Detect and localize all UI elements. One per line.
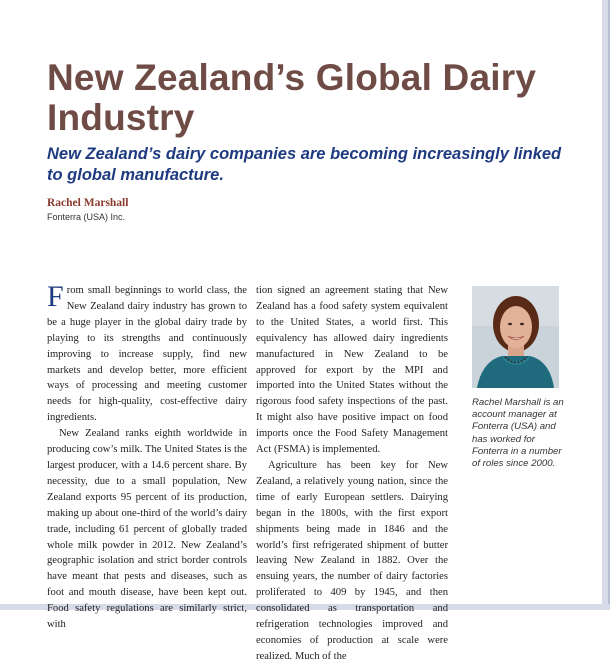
body-column-2 [256, 283, 448, 665]
article-subtitle: New Zealand’s dairy companies are becoming increasingly linked to global manufacture. [47, 145, 562, 184]
drop-cap: F [47, 280, 64, 313]
paragraph: Agriculture has been key for New Zealand, a relatively young nation, since the time of early European settlers. Dairying began in the 1800s, with the first export shipments being made in 1846 and the world’s first refrigerated shipment of butter leaving New Zealand in 1882. Over the ensuing years, the number of dairy factories proliferated to 409 by 1945, and then consolidated as transportation and refrigeration technologies improved and economies of production at scale were realized. Much of the [256, 459, 448, 662]
article-title: New Zealand’s Global Dairy Industry [47, 57, 537, 138]
body-column-1 [47, 280, 247, 633]
author-affiliation: Fonterra (USA) Inc. [47, 212, 126, 222]
author-photo-image [472, 286, 559, 388]
paragraph: tion signed an agreement stating that New Zealand has a food safety system equivalent to the United States, a world first. This equivalency has allowed dairy ingredients manufactured in New Zealand to be approved for export by the MPI and imported into the United States without the rigorous food safety inspections of the past. It might also have positive impact on food imports once the Food Safety Management Act (FSMA) is implemented. [256, 285, 448, 456]
author-photo [472, 286, 559, 388]
paragraph: New Zealand ranks eighth worldwide in producing cow’s milk. The United States is the largest producer, with a 14.6 percent share. By necessity, due to a small population, New Zealand exports 95 percent of its production, making up about one-third of the world’s dairy trade, including 61 percent of globally traded whole milk powder in 2012. New Zealand’s geographic isolation and strict border controls have meant that pests and diseases, such as foot and mouth disease, have been kept out. Food safety regulations are similarly strict, with [47, 428, 247, 631]
paragraph-text: rom small beginnings to world class, the New Zealand dairy industry has grown to be a huge player in the global dairy trade by playing to its strengths and continuously improving to increase supply, find new markets and develop better, more efficient ways of processing and meeting customer needs for high-quality, cost-effective dairy ingredients. [47, 285, 247, 424]
author-name: Rachel Marshall [47, 197, 129, 209]
paragraph [47, 280, 247, 426]
photo-caption: Rachel Marshall is an account manager at Fonterra (USA) and has worked for Fonterra in a number of roles since 2000. [472, 397, 564, 470]
